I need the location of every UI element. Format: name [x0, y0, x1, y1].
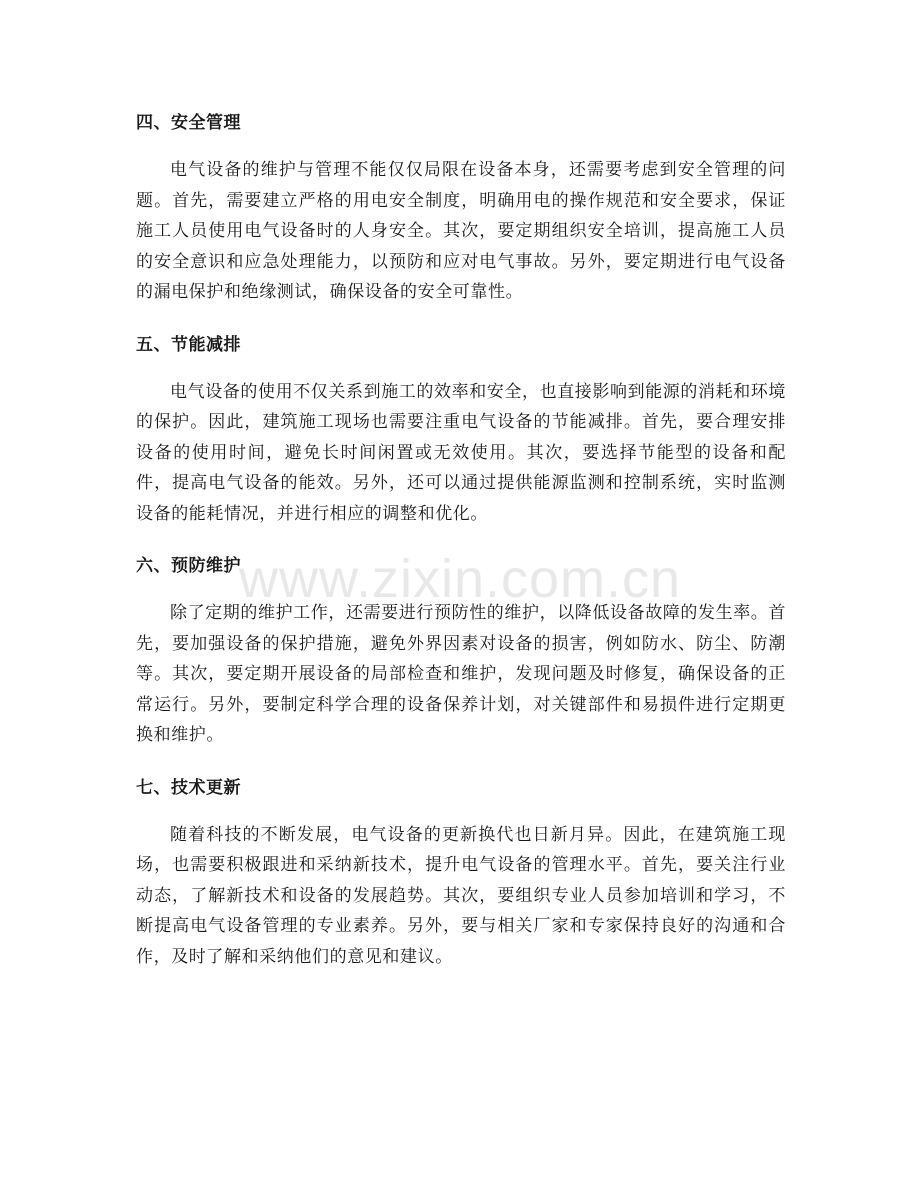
section-safety-management — [136, 100, 786, 308]
section-paragraph: 电气设备的维护与管理不能仅仅局限在设备本身，还需要考虑到安全管理的问题。首先，需要建立严格的用电安全制度，明确用电的操作规范和安全要求，保证施工人员使用电气设备时的人身安全。其次，要定期组织安全培训，提高施工人员的安全意识和应急处理能力，以预防和应对电气事故。另外，要定期进行电气设备的漏电保护和绝缘测试，确保设备的安全可靠性。 — [136, 160, 786, 302]
section-heading: 六、预防维护 — [136, 556, 241, 576]
section-heading: 五、节能减排 — [136, 334, 241, 355]
section-paragraph: 随着科技的不断发展，电气设备的更新换代也日新月异。因此，在建筑施工现场，也需要积极跟进和采纳新技术，提升电气设备的管理水平。首先，要关注行业动态，了解新技术和设备的发展趋势。其次，要组织专业人员参加培训和学习，不断提高电气设备管理的专业素养。另外，要与相关厂家和专家保持良好的沟通和合作，及时了解和采纳他们的意见和建议。 — [136, 824, 786, 967]
watermark: www.zixin.com.cn — [238, 549, 682, 609]
section-heading: 七、技术更新 — [136, 777, 241, 798]
document-page — [136, 100, 786, 986]
section-technology-update — [136, 765, 786, 973]
section-preventive-maintenance — [136, 543, 786, 751]
section-energy-saving — [136, 322, 786, 530]
section-paragraph: 除了定期的维护工作，还需要进行预防性的维护，以降低设备故障的发生率。首先，要加强设备的保护措施，避免外界因素对设备的损害，例如防水、防尘、防潮等。其次，要定期开展设备的局部检查和维护，发现问题及时修复，确保设备的正常运行。另外，要制定科学合理的设备保养计划，对关键部件和易损件进行定期更换和维护。 — [136, 603, 786, 745]
section-heading: 四、安全管理 — [136, 113, 241, 133]
section-paragraph: 电气设备的使用不仅关系到施工的效率和安全，也直接影响到能源的消耗和环境的保护。因此，建筑施工现场也需要注重电气设备的节能减排。首先，要合理安排设备的使用时间，避免长时间闲置或无效使用。其次，要选择节能型的设备和配件，提高电气设备的能效。另外，还可以通过提供能源监测和控制系统，实时监测设备的能耗情况，并进行相应的调整和优化。 — [136, 381, 786, 524]
